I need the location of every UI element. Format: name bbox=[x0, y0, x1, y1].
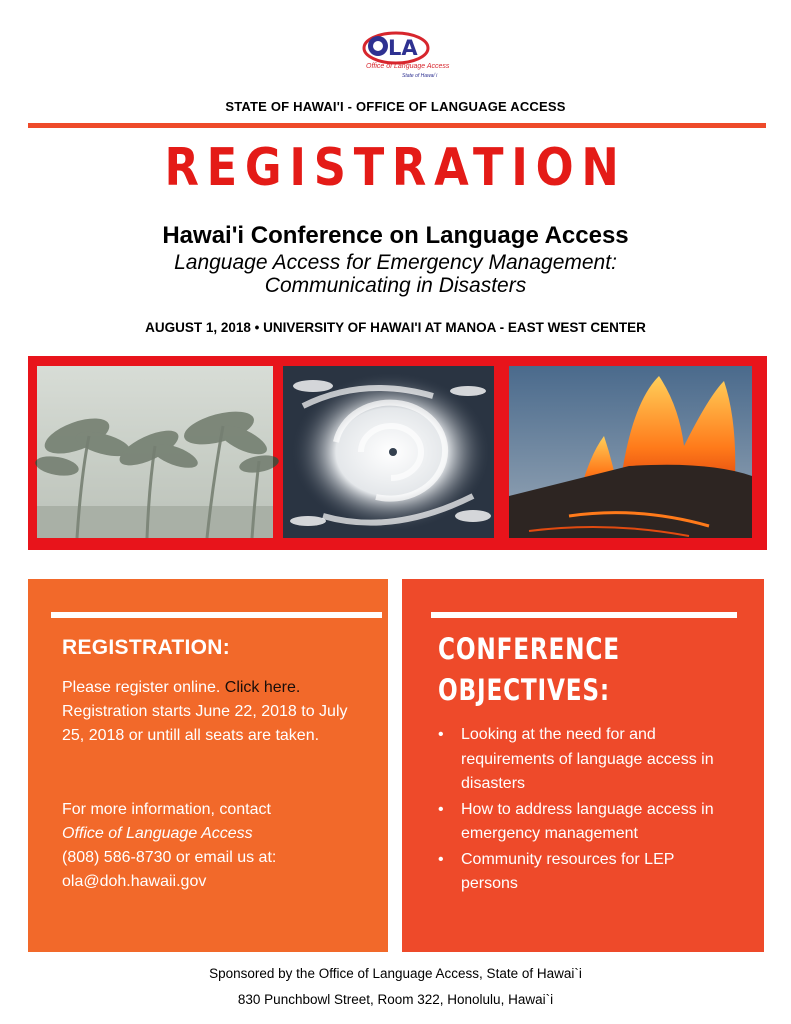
storm-palms-photo bbox=[37, 366, 273, 538]
photo-strip bbox=[28, 356, 767, 550]
register-link[interactable]: Click here. bbox=[224, 679, 301, 696]
ola-logo bbox=[352, 24, 450, 84]
registration-intro: Please register online. bbox=[62, 679, 221, 696]
contact-phone: (808) 586-8730 or email us at: bbox=[62, 849, 277, 866]
conference-title: Hawai'i Conference on Language Access bbox=[162, 222, 629, 249]
list-item: • Looking at the need for and requirements of language access in disasters bbox=[432, 723, 732, 797]
sponsor-line: Sponsored by the Office of Language Access, State of Hawai`i bbox=[209, 966, 582, 981]
contact-email[interactable]: ola@doh.hawaii.gov bbox=[62, 873, 207, 890]
objectives-panel bbox=[402, 579, 764, 952]
contact-org: Office of Language Access bbox=[62, 825, 253, 842]
objectives-heading-line1: CONFERENCE bbox=[438, 632, 620, 666]
registration-dates: Registration starts June 22, 2018 to July 25, 2018 or untill all seats are taken. bbox=[62, 703, 348, 744]
registration-heading: REGISTRATION: bbox=[62, 636, 231, 659]
logo-arc-text: Office of Language Access bbox=[366, 63, 450, 70]
logo-seal-text: State of Hawai`i bbox=[402, 73, 438, 79]
bullet-icon: • bbox=[438, 850, 444, 868]
page-title: REGISTRATION bbox=[164, 138, 627, 198]
panel-divider bbox=[431, 612, 737, 618]
registration-text bbox=[62, 676, 372, 748]
contact-info bbox=[62, 798, 372, 894]
conference-subtitle-line1: Language Access for Emergency Management: bbox=[174, 251, 617, 274]
bullet-icon: • bbox=[438, 726, 444, 743]
conference-subtitle-line2: Communicating in Disasters bbox=[264, 274, 527, 297]
hurricane-satellite-photo bbox=[283, 366, 494, 538]
contact-line: For more information, contact bbox=[62, 801, 271, 818]
date-location: AUGUST 1, 2018 • UNIVERSITY OF HAWAI'I AT MANOA - EAST WEST CENTER bbox=[145, 320, 646, 335]
top-divider bbox=[28, 123, 766, 128]
list-item: • Community resources for LEP persons bbox=[432, 848, 732, 897]
registration-panel bbox=[28, 579, 388, 952]
volcano-eruption-photo bbox=[509, 366, 752, 538]
bullet-icon: • bbox=[438, 800, 444, 818]
objectives-heading-line2: OBJECTIVES: bbox=[438, 673, 610, 707]
agency-name: STATE OF HAWAI'I - OFFICE OF LANGUAGE ACCESS bbox=[225, 99, 566, 114]
objectives-list bbox=[432, 723, 732, 898]
address-line: 830 Punchbowl Street, Room 322, Honolulu, Hawai`i bbox=[237, 992, 554, 1007]
list-item: • How to address language access in emergency management bbox=[432, 798, 732, 847]
svg-text:LA: LA bbox=[388, 36, 418, 60]
panel-divider bbox=[51, 612, 382, 618]
